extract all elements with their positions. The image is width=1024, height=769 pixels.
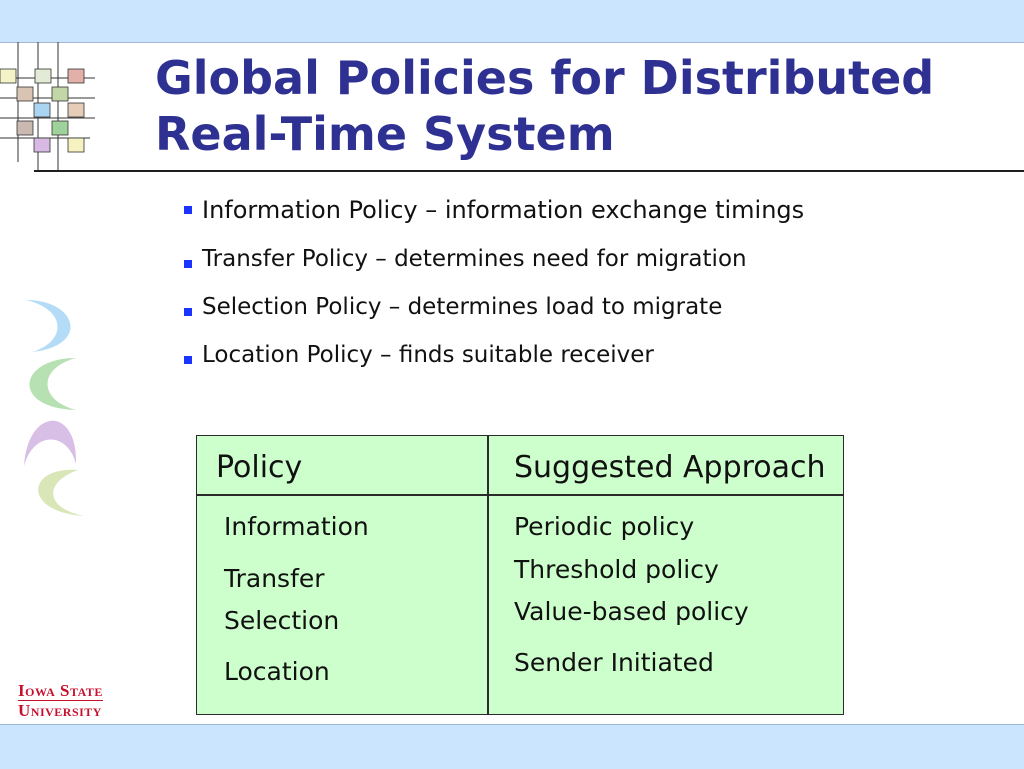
bullet-text: Transfer Policy – determines need for migration bbox=[202, 246, 747, 272]
header-policy: Policy bbox=[216, 450, 303, 485]
bullet-text: Information Policy – information exchange timings bbox=[202, 196, 805, 224]
policy-cell: Selection bbox=[224, 606, 340, 635]
header-suggested-approach: Suggested Approach bbox=[514, 450, 826, 485]
column-divider bbox=[487, 436, 489, 714]
bottom-band bbox=[0, 724, 1024, 769]
policy-cell: Information bbox=[224, 512, 369, 541]
bullet-item bbox=[180, 342, 980, 368]
slide-title bbox=[155, 50, 1015, 162]
decorative-swirls bbox=[18, 296, 88, 526]
approach-cell: Value-based policy bbox=[514, 597, 749, 626]
approach-cell: Periodic policy bbox=[514, 512, 695, 541]
title-rule bbox=[34, 170, 1024, 172]
bullet-item bbox=[180, 294, 980, 320]
bullet-square-icon bbox=[184, 206, 192, 214]
header-rule bbox=[197, 494, 843, 496]
decorative-grid bbox=[0, 42, 100, 172]
bullet-text: Selection Policy – determines load to migrate bbox=[202, 294, 723, 320]
bullet-item bbox=[180, 246, 980, 272]
policy-cell: Transfer bbox=[224, 564, 325, 593]
title-line-1: Global Policies for Distributed bbox=[155, 51, 935, 105]
bullet-text: Location Policy – finds suitable receiver bbox=[202, 342, 654, 368]
approach-cell: Threshold policy bbox=[514, 555, 719, 584]
logo-line-1: Iowa State bbox=[18, 681, 103, 700]
bullet-square-icon bbox=[184, 308, 192, 316]
bullet-square-icon bbox=[184, 356, 192, 364]
top-band bbox=[0, 0, 1024, 43]
policy-cell: Location bbox=[224, 657, 330, 686]
policy-table bbox=[196, 435, 844, 715]
logo-line-2: University bbox=[18, 701, 102, 720]
bullet-square-icon bbox=[184, 260, 192, 268]
bullet-list bbox=[180, 196, 980, 368]
iowa-state-logo bbox=[18, 682, 103, 719]
approach-cell: Sender Initiated bbox=[514, 648, 714, 677]
title-line-2: Real-Time System bbox=[155, 107, 615, 161]
bullet-item bbox=[180, 196, 980, 224]
